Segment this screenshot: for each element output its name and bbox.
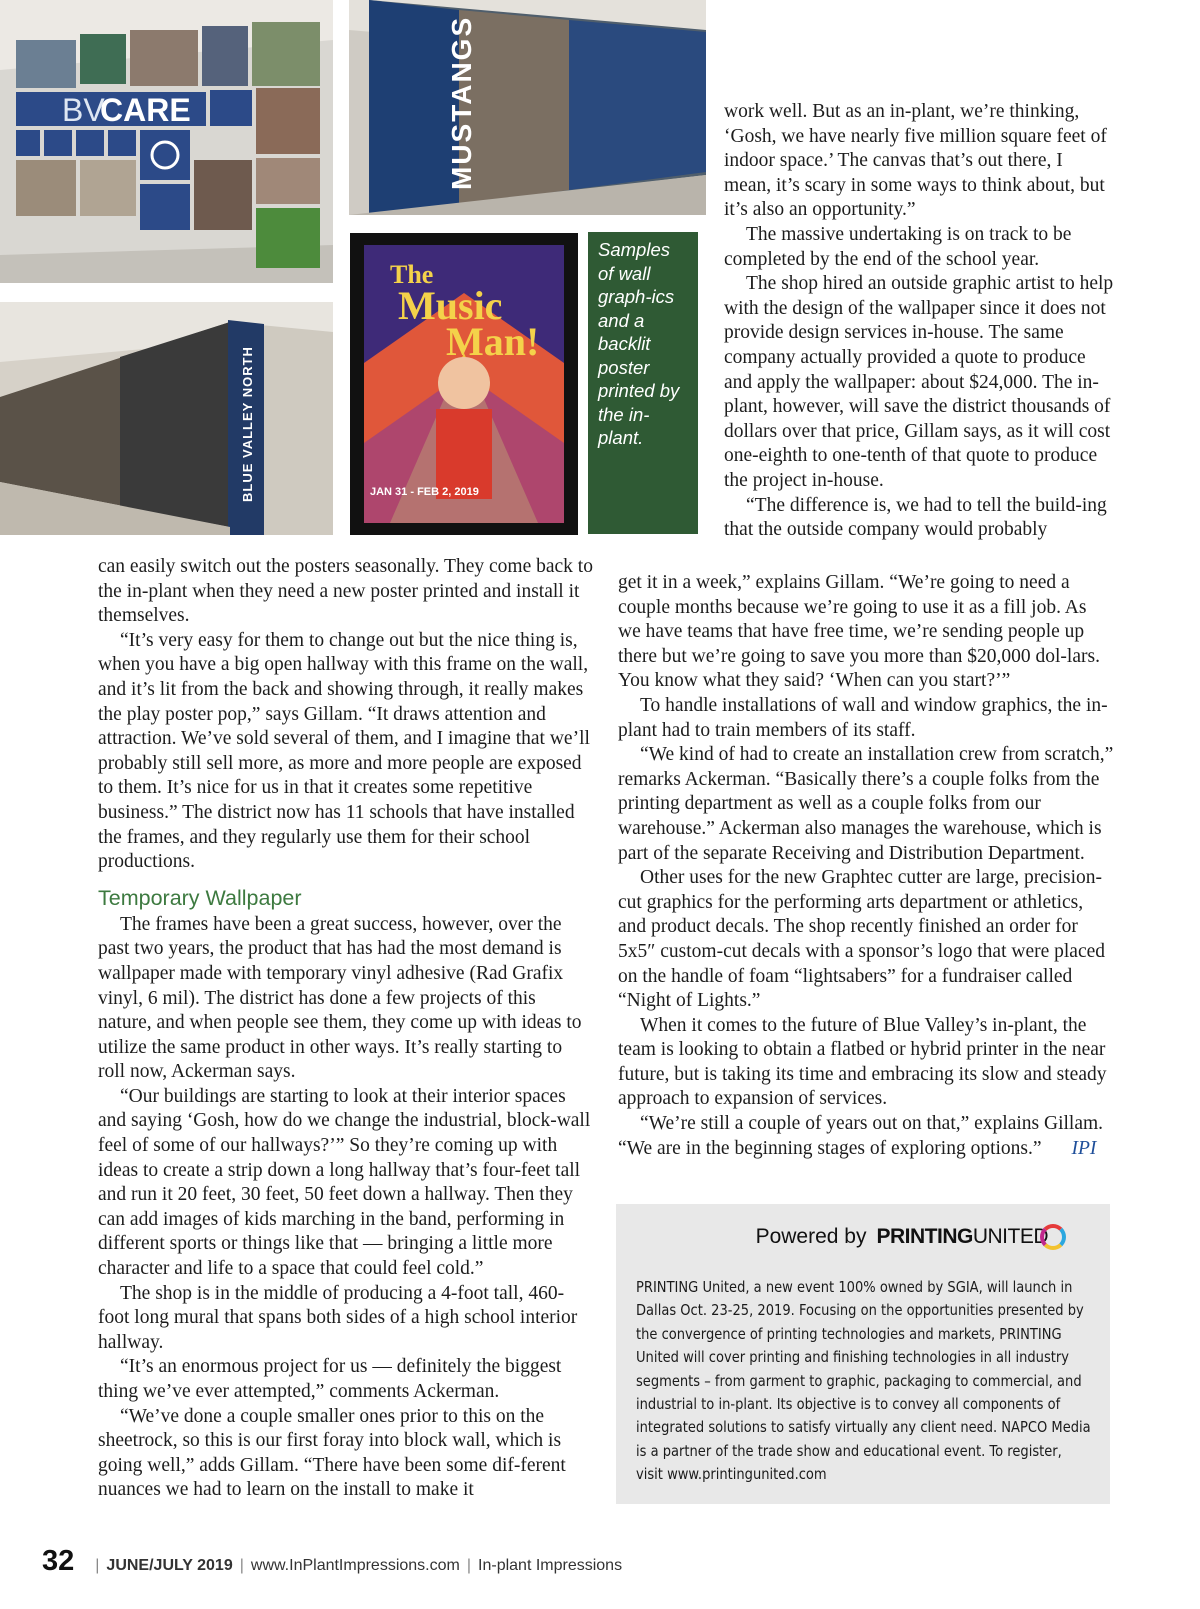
photo-blue-valley-north-hallway <box>0 302 333 535</box>
paragraph: “We kind of had to create an installation crew from scratch,” remarks Ackerman. “Basically there’s a couple folks from the printing department as well as a couple folks from our warehouse.” Ackerman also manages the warehouse, which is part of the separate Receiving and Distribution Department. <box>618 744 1114 864</box>
bvcare-brand-light: BV <box>62 92 105 128</box>
paragraph: “Our buildings are starting to look at their interior spaces and saying ‘Gosh, how do we change the industrial, block-wall feel of some of our hallways?’” So they’re coming up with ideas to create a strip down a long hallway that’s four-feet tall and run it 20 feet, 30 feet, 50 feet down a hallway. Then they can add images of kids marching in the band, performing in different sports or things like that — bringing a little more character and life to a space that could feel cold.” <box>98 1085 591 1280</box>
right-column-top <box>724 100 1114 543</box>
sidebar-body: PRINTING United, a new event 100% owned by SGIA, will launch in Dallas Oct. 23-25, 2019. Focusing on the opportunities presented by the convergence of printing technologies and markets, PRINTING United will cover printing and finishing technologies in all industry segments – from garment to graphic, packaging to commercial, and industrial to in-plant. Its objective is to convey all components of integrated solutions to satisfy virtually any client need. NAPCO Media is a partner of the trade show and educational event. To register, visit www.printingunited.com <box>636 1278 1091 1484</box>
footer-separator: | <box>95 1557 100 1574</box>
paragraph: work well. But as an in-plant, we’re thinking, ‘Gosh, we have nearly five million square feet of indoor space.’ The canvas that’s out there, I mean, it’s scary in some ways to think about, but it’s also an opportunity.” <box>724 101 1107 221</box>
left-column <box>98 555 594 1503</box>
footer-publication: In-plant Impressions <box>478 1557 623 1574</box>
paragraph: can easily switch out the posters seasonally. They come back to the in-plant when they need a new poster printed and install it themselves. <box>98 556 593 627</box>
footer-issue: JUNE/JULY 2019 <box>106 1557 233 1574</box>
section-heading: Temporary Wallpaper <box>98 885 302 910</box>
paragraph: The massive undertaking is on track to be completed by the end of the school year. <box>724 223 1072 270</box>
poster-title-3: Man! <box>446 319 540 364</box>
paragraph: “It’s an enormous project for us — definitely the biggest thing we’ve ever attempted,” comments Ackerman. <box>98 1356 562 1402</box>
footer-separator: | <box>466 1557 472 1574</box>
poster-dates: JAN 31 - FEB 2, 2019 <box>370 486 479 498</box>
page-footer <box>42 1545 622 1578</box>
bvcare-brand-bold: CARE <box>100 92 191 128</box>
right-column-bottom <box>618 571 1114 1161</box>
paragraph: get it in a week,” explains Gillam. “We’re going to need a couple months because we’re going to use it as a fill job. As we have teams that have free time, we’re sending people up there but we’re going to save you more than $20,000 dol-lars. You know what they said? ‘When can you start?’” <box>618 572 1100 692</box>
logo-ring-icon <box>1040 1224 1066 1250</box>
photo-music-man-poster <box>350 233 578 535</box>
paragraph: To handle installations of wall and window graphics, the in-plant had to train members of its staff. <box>618 694 1108 741</box>
paragraph: “We’ve done a couple smaller ones prior to this on the sheetrock, so this is our first foray into block wall, which is going well,” adds Gillam. “There have been some dif-ferent nuances we had to learn on the install to make it <box>98 1405 566 1501</box>
printing-united-logo <box>876 1224 1066 1250</box>
paragraph: When it comes to the future of Blue Valley’s in-plant, the team is looking to obtain a flatbed or hybrid printer in the near future, but is taking its time and embracing its slow and steady approach to expansion of services. <box>618 1014 1107 1110</box>
printing-united-sidebar <box>616 1204 1110 1504</box>
page-number: 32 <box>42 1545 75 1577</box>
paragraph: The shop hired an outside graphic artist to help with the design of the wallpaper since it does not provide design services in-house. The same company actually provided a quote to produce and apply the wallpaper: about $24,000. The in-plant, however, will save the district thousands of dollars over that price, Gillam says, as it will cost one-eighth to one-tenth of that quote to produce the project in-house. <box>724 273 1114 491</box>
logo-light-text: UNITED <box>972 1225 1048 1248</box>
paragraph <box>618 1112 1114 1161</box>
paragraph: “The difference is, we had to tell the build-ing that the outside company would probably <box>724 494 1107 541</box>
footer-separator: | <box>239 1557 244 1574</box>
closing-paragraph-text: “We’re still a couple of years out on that,” explains Gillam. “We are in the beginning stages of exploring options.” <box>618 1113 1104 1159</box>
powered-by <box>756 1224 1066 1250</box>
photo-caption: Samples of wall graph-ics and a backlit poster printed by the in-plant. <box>588 232 698 534</box>
paragraph: “It’s very easy for them to change out but the nice thing is, when you have a big open hallway with this frame on the wall, and it’s lit from the back and showing through, it really makes the play poster pop,” says Gillam. “It draws attention and attraction. We’ve sold several of them, and I imagine that we’ll probably still sell more, as more and more people are exposed to them. It’s nice for us in that it creates some repetitive business.” The district now has 11 schools that have installed the frames, and they regularly use them for their school productions. <box>98 629 590 873</box>
paragraph: Other uses for the new Graphtec cutter are large, precision-cut graphics for the performing arts department or athletics, and product decals. The shop recently finished an order for 5x5″ custom-cut decals with a sponsor’s logo that were placed on the handle of foam “lightsabers” for a fundraiser called “Night of Lights.” <box>618 867 1106 1012</box>
logo-bold-text: PRINTING <box>876 1225 973 1248</box>
paragraph: The shop is in the middle of producing a 4-foot tall, 460-foot long mural that spans both sides of a high school interior hallway. <box>98 1282 578 1353</box>
photo-bvcare-wall <box>0 0 333 283</box>
mustangs-banner-text: MUSTANGS <box>446 15 477 190</box>
blue-valley-north-text: BLUE VALLEY NORTH <box>240 346 255 502</box>
poster-title-2: Music <box>398 283 503 328</box>
poster-title-1: The <box>390 260 434 289</box>
footer-website: www.InPlantImpressions.com <box>250 1557 460 1574</box>
photo-mustangs-hallway <box>349 0 706 215</box>
powered-by-label: Powered by <box>755 1225 867 1248</box>
ipi-signoff: IPI <box>1071 1137 1097 1159</box>
paragraph: The frames have been a great success, however, over the past two years, the product that has had the most demand is wallpaper made with temporary vinyl adhesive (Rad Grafix vinyl, 6 mil). The district has done a few projects of this nature, and when people see them, they come up with ideas to utilize the same product in other ways. It’s really starting to roll now, Ackerman says. <box>98 913 582 1083</box>
